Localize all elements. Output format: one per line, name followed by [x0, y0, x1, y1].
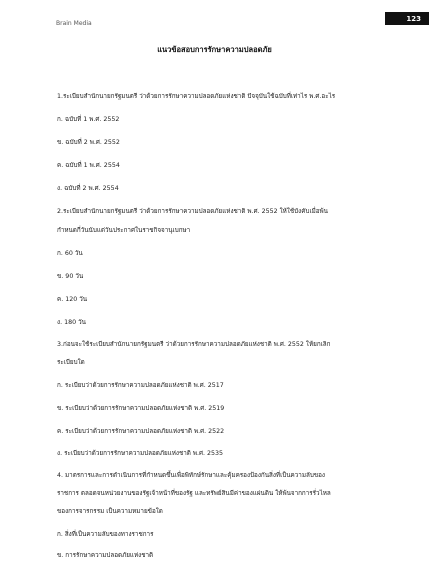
q1-choice-a: ก. ฉบับที่ 1 พ.ศ. 2552 — [57, 116, 120, 123]
q4-choice-b: ข. การรักษาความปลอดภัยแห่งชาติ — [57, 552, 154, 559]
q1-choice-b: ข. ฉบับที่ 2 พ.ศ. 2552 — [57, 139, 120, 146]
question-2-text: 2.ระเบียบสำนักนายกรัฐมนตรี ว่าด้วยการรักษาความปลอดภัยแห่งชาติ พ.ศ. 2552 ให้ใช้บังคับเมื่อพ้น — [57, 208, 328, 215]
brand-label: Brain Media — [56, 20, 92, 27]
page-title: แนวข้อสอบการรักษาความปลอดภัย — [157, 45, 272, 54]
question-3-text-cont: ระเบียบใด — [57, 359, 85, 366]
q2-choice-c: ค. 120 วัน — [57, 296, 88, 303]
page-number: 123 — [406, 14, 421, 23]
question-4-text-cont-2: ของการจารกรรม เป็นความหมายข้อใด — [57, 508, 163, 515]
q1-choice-c: ค. ฉบับที่ 1 พ.ศ. 2554 — [57, 162, 120, 169]
question-4-text-cont: ราชการ ตลอดจนหน่วยงานของรัฐเจ้าหน้าที่ของรัฐ และทรัพย์สินมีค่าของแผ่นดิน ให้พ้นจากการรั่วไหล — [57, 490, 331, 497]
q3-choice-b: ข. ระเบียบว่าด้วยการรักษาความปลอดภัยแห่งชาติ พ.ศ. 2519 — [57, 405, 225, 412]
page-number-badge — [385, 12, 429, 25]
q2-choice-d: ง. 180 วัน — [57, 319, 86, 326]
q3-choice-c: ค. ระเบียบว่าด้วยการรักษาความปลอดภัยแห่งชาติ พ.ศ. 2522 — [57, 428, 225, 435]
q2-choice-a: ก. 60 วัน — [57, 250, 83, 257]
question-1-text: 1.ระเบียบสำนักนายกรัฐมนตรี ว่าด้วยการรักษาความปลอดภัยแห่งชาติ ปัจจุบันใช้ฉบับที่เท่าไร พ.ศ.อะไร — [57, 93, 336, 100]
q2-choice-b: ข. 90 วัน — [57, 273, 84, 280]
q4-choice-a: ก. สิ่งที่เป็นความลับของทางราชการ — [57, 531, 154, 538]
question-2-text-cont: กำหนดกี่วันนับแต่วันประกาศในราชกิจจานุเบกษา — [57, 227, 191, 234]
q3-choice-d: ง. ระเบียบว่าด้วยการรักษาความปลอดภัยแห่งชาติ พ.ศ. 2535 — [57, 450, 224, 457]
q1-choice-d: ง. ฉบับที่ 2 พ.ศ. 2554 — [57, 185, 119, 192]
question-4-text: 4. มาตรการและการดำเนินการที่กำหนดขึ้นเพื่อพิทักษ์รักษาและคุ้มครองป้องกันสิ่งที่เป็นความลับของ — [57, 472, 325, 479]
q3-choice-a: ก. ระเบียบว่าด้วยการรักษาความปลอดภัยแห่งชาติ พ.ศ. 2517 — [57, 382, 224, 389]
question-3-text: 3.ก่อนจะใช้ระเบียบสำนักนายกรัฐมนตรี ว่าด้วยการรักษาความปลอดภัยแห่งชาติ พ.ศ. 2552 ให้ยกเลิก — [57, 341, 331, 348]
